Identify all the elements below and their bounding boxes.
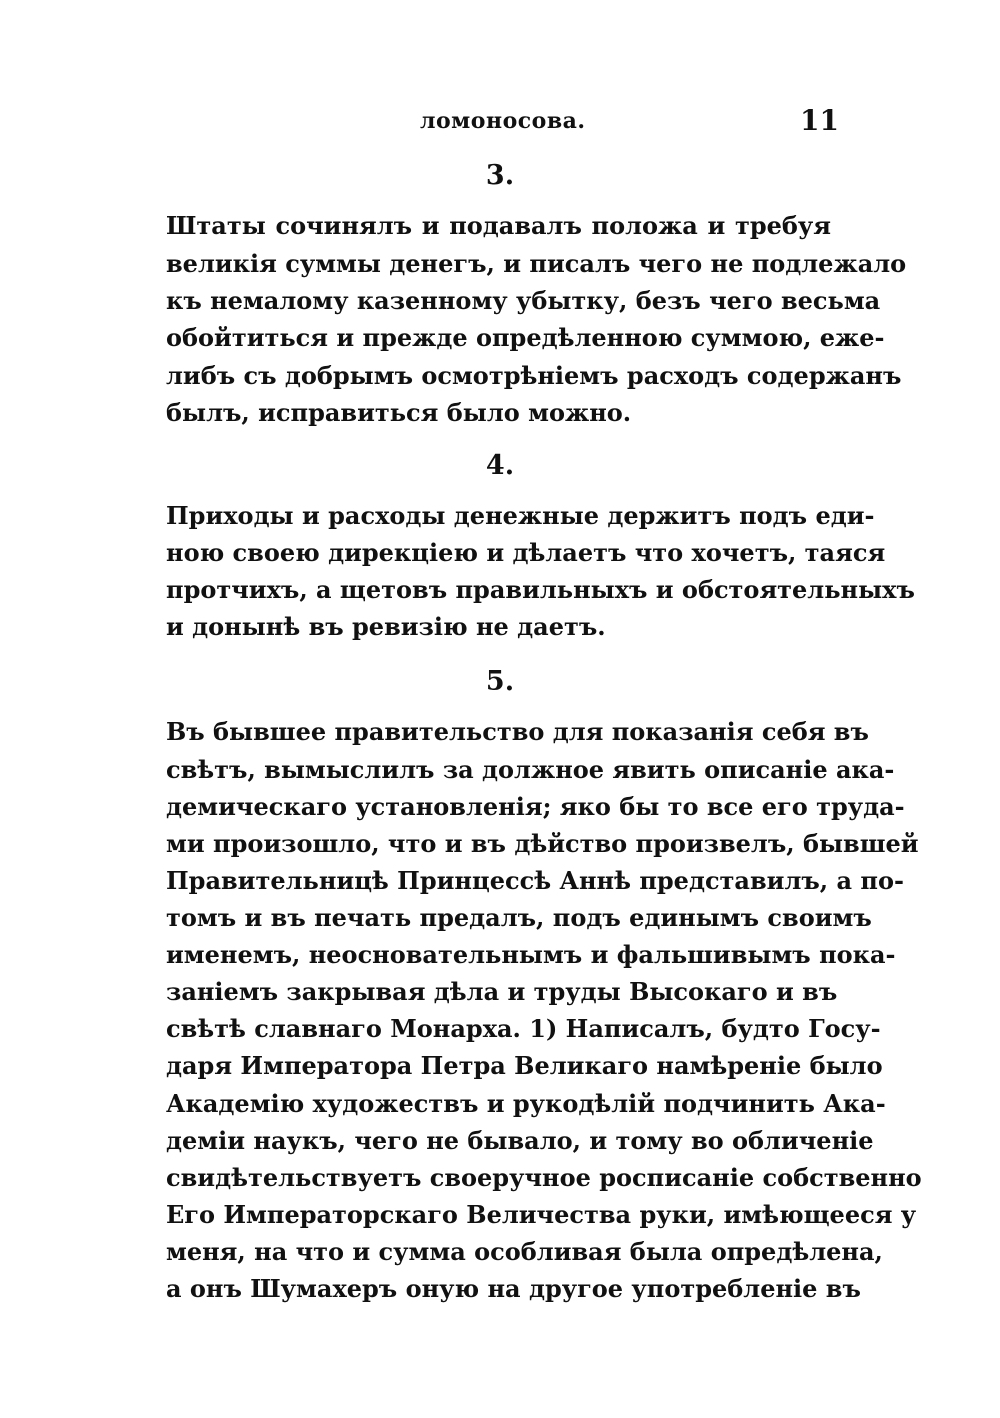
text-line: Академію художествъ и рукодѣлій подчинить Ака- xyxy=(166,1089,886,1118)
section-number: 5. xyxy=(485,666,515,697)
text-line: протчихъ, а щетовъ правильныхъ и обстоятельныхъ xyxy=(166,575,915,604)
text-line: деміи наукъ, чего не бывало, и тому во обличеніе xyxy=(166,1126,874,1155)
text-line: былъ, исправиться было можно. xyxy=(166,398,632,427)
page-number: 11 xyxy=(800,104,839,137)
text-line: именемъ, неосновательнымъ и фальшивымъ пока- xyxy=(166,940,896,969)
section-number: 4. xyxy=(485,450,515,481)
text-line: обойтиться и прежде опредѣленною суммою, еже- xyxy=(166,323,885,352)
text-line: свѣтѣ славнаго Монарха. 1) Написалъ, будто Госу- xyxy=(166,1014,881,1043)
text-line: томъ и въ печать предалъ, подъ единымъ своимъ xyxy=(166,903,872,932)
text-line: либъ съ добрымъ осмотрѣніемъ расходъ содержанъ xyxy=(166,361,902,390)
text-line: Въ бывшее правительство для показанія себя въ xyxy=(166,717,869,746)
text-line: Приходы и расходы денежные держитъ подъ еди- xyxy=(166,501,875,530)
text-line: заніемъ закрывая дѣла и труды Высокаго и въ xyxy=(166,977,838,1006)
text-line: демическаго установленія; яко бы то все его труда- xyxy=(166,792,905,821)
text-line: а онъ Шумахеръ оную на другое употребленіе въ xyxy=(166,1274,861,1303)
text-line: великія суммы денегъ, и писалъ чего не подлежало xyxy=(166,249,907,278)
text-line: свидѣтельствуетъ своеручное росписаніе собственно xyxy=(166,1163,922,1192)
text-line: свѣтъ, вымыслилъ за должное явить описаніе ака- xyxy=(166,755,895,784)
text-line: Его Императорскаго Величества руки, имѣющееся у xyxy=(166,1200,917,1229)
section-number: 3. xyxy=(485,160,515,191)
running-title: ломоносова. xyxy=(420,108,586,134)
text-line: ною своею дирекціею и дѣлаетъ что хочетъ, таяся xyxy=(166,538,886,567)
text-line: меня, на что и сумма особливая была опредѣлена, xyxy=(166,1237,883,1266)
text-line: Правительницѣ Принцессѣ Аннѣ представилъ, а по- xyxy=(166,866,904,895)
text-line: къ немалому казенному убытку, безъ чего весьма xyxy=(166,286,881,315)
text-line: даря Императора Петра Великаго намѣреніе было xyxy=(166,1051,883,1080)
text-line: и донынѣ въ ревизію не даетъ. xyxy=(166,612,606,641)
text-line: Штаты сочинялъ и подавалъ положа и требуя xyxy=(166,211,831,240)
text-line: ми произошло, что и въ дѣйство произвелъ, бывшей xyxy=(166,829,919,858)
